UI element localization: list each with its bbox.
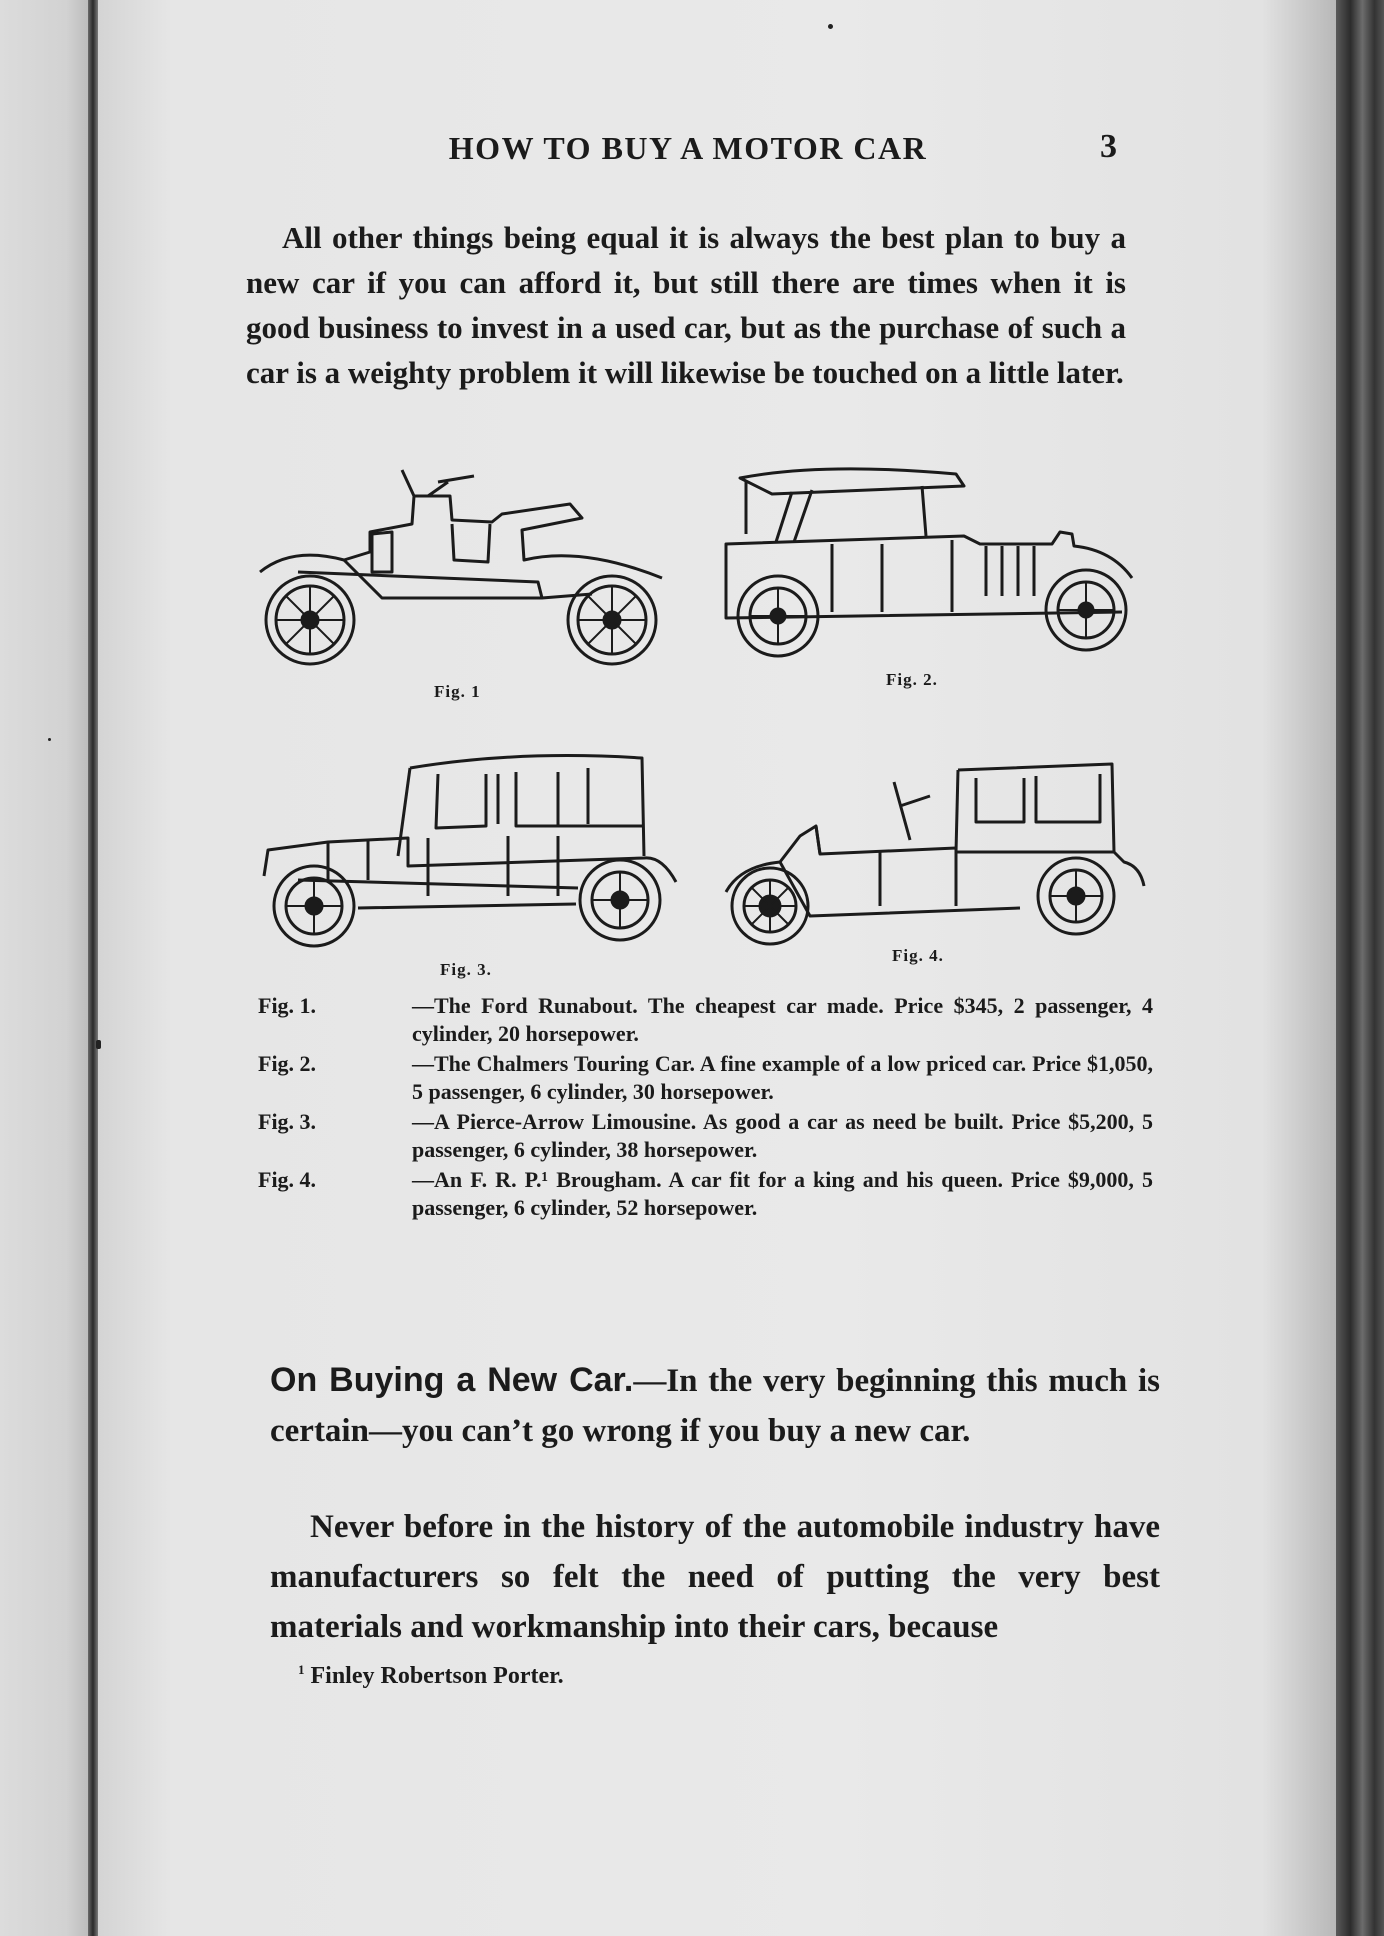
figure-4 — [720, 756, 1150, 956]
section-heading: On Buying a New Car. — [270, 1361, 634, 1399]
industry-paragraph: Never before in the history of the automobile industry have manufacturers so felt the need of putting the very best materials and workmanship into their cars, because — [270, 1509, 1160, 1645]
caption-number: Fig. 4. — [258, 1167, 317, 1192]
figure-captions — [258, 992, 1153, 1224]
intro-paragraph: All other things being equal it is always the best plan to buy a new car if you can afford it, but still there are times when it is good business to invest in a used car, but as the purchase of such a car is a weighty problem it will likewise be touched on a little later. — [246, 220, 1126, 390]
caption-text: —The Ford Runabout. The cheapest car made. Price $345, 2 passenger, 4 cylinder, 20 horsepower. — [412, 993, 1153, 1046]
figure-1 — [252, 460, 672, 670]
book-gutter — [88, 0, 98, 1936]
figure-3-label: Fig. 3. — [440, 960, 492, 979]
caption-fig-3 — [258, 1108, 1153, 1164]
facing-page-edge — [0, 0, 88, 1936]
caption-text: —An F. R. P.¹ Brougham. A car fit for a king and his queen. Price $9,000, 5 passenger, 6 cylinder, 52 horsepower. — [412, 1167, 1153, 1220]
brougham-car-illustration — [720, 756, 1150, 956]
print-speck — [48, 738, 51, 741]
footnote-text: Finley Robertson Porter. — [310, 1663, 564, 1689]
new-car-text: —In the very beginning this much is certain—you can’t go wrong if you buy a new car. — [270, 1363, 1160, 1449]
caption-number: Fig. 2. — [258, 1051, 317, 1076]
touring-car-illustration — [712, 460, 1142, 660]
footnote — [298, 1662, 564, 1690]
print-speck — [96, 1040, 101, 1049]
footnote-marker: 1 — [298, 1662, 305, 1677]
figure-2 — [712, 460, 1142, 660]
page-number: 3 — [1100, 128, 1117, 165]
caption-fig-1 — [258, 992, 1153, 1048]
figure-1-label: Fig. 1 — [434, 682, 481, 701]
new-car-paragraph — [270, 1355, 1160, 1456]
figure-3 — [258, 746, 678, 956]
caption-fig-4 — [258, 1166, 1153, 1222]
figure-4-label: Fig. 4. — [892, 946, 944, 965]
caption-number: Fig. 3. — [258, 1109, 317, 1134]
caption-number: Fig. 1. — [258, 993, 317, 1018]
runabout-car-illustration — [252, 460, 672, 670]
caption-fig-2 — [258, 1050, 1153, 1106]
book-cover-edge — [1336, 0, 1384, 1936]
print-speck — [828, 24, 833, 29]
caption-text: —The Chalmers Touring Car. A fine example of a low priced car. Price $1,050, 5 passenger, 6 cylinder, 30 horsepower. — [412, 1051, 1153, 1104]
caption-text: —A Pierce-Arrow Limousine. As good a car as need be built. Price $5,200, 5 passenger, 6 cylinder, 38 horsepower. — [412, 1109, 1153, 1162]
figure-2-label: Fig. 2. — [886, 670, 938, 689]
running-title: HOW TO BUY A MOTOR CAR — [448, 130, 928, 166]
limousine-car-illustration — [258, 746, 678, 956]
